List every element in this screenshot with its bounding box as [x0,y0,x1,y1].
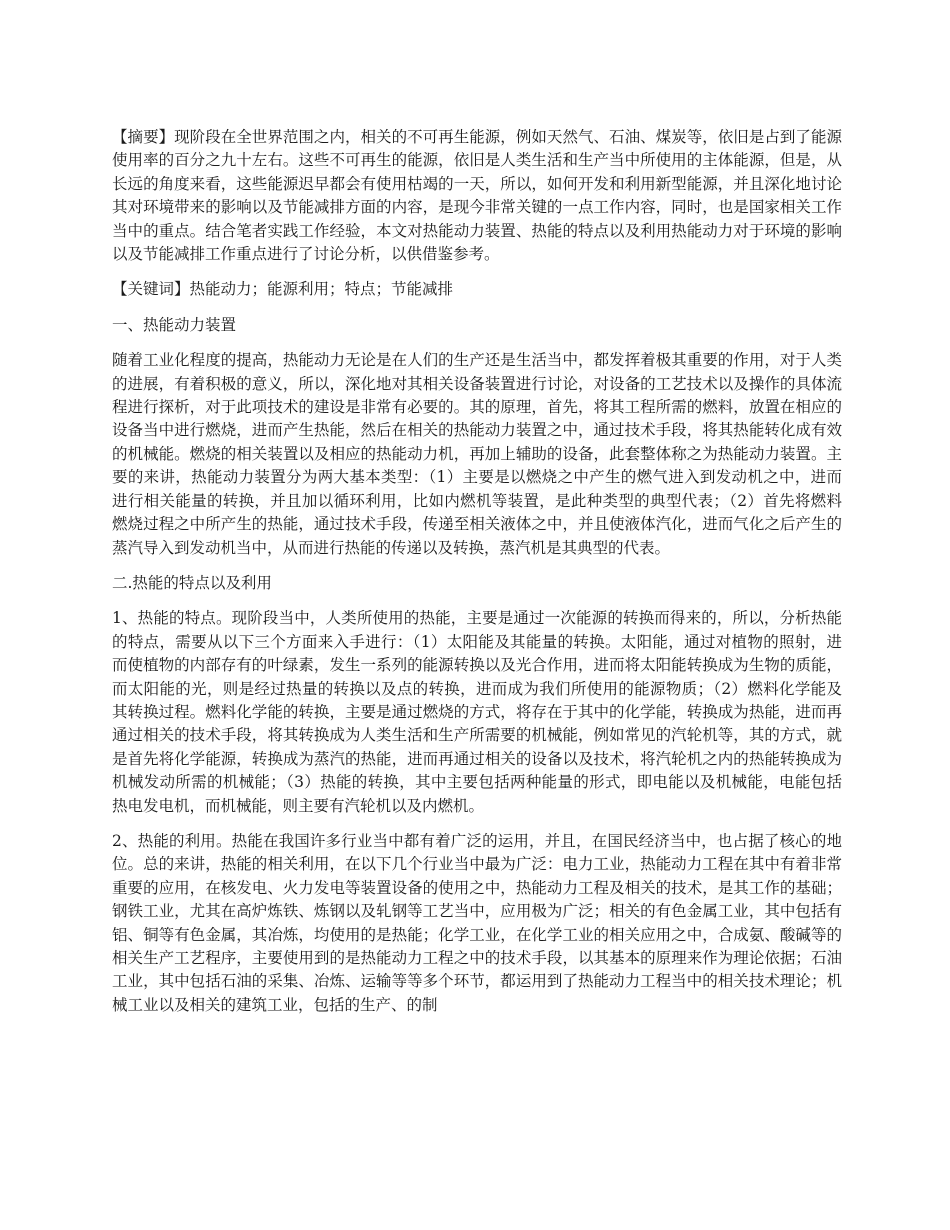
section-2-paragraph-1: 1、热能的特点。现阶段当中，人类所使用的热能，主要是通过一次能源的转换而得来的，所以，分析热能的特点，需要从以下三个方面来入手进行：（1）太阳能及其能量的转换。太阳能，通过对植物的照射，进而使植物的内部存有的叶绿素，发生一系列的能源转换以及光合作用，进而将太阳能转换成为生物的质能，而太阳能的光，则是经过热量的转换以及点的转换，进而成为我们所使用的能源物质；（2）燃料化学能及其转换过程。燃料化学能的转换，主要是通过燃烧的方式，将存在于其中的化学能，转换成为热能，进而再通过相关的技术手段，将其转换成为人类生活和生产所需要的机械能，例如常见的汽轮机等，其的方式，就是首先将化学能源，转换成为蒸汽的热能，进而再通过相关的设备以及技术，将汽轮机之内的热能转换成为机械发动所需的机械能；（3）热能的转换，其中主要包括两种能量的形式，即电能以及机械能，电能包括热电发电机，而机械能，则主要有汽轮机以及内燃机。 [112,609,842,815]
section-heading-2: 二.热能的特点以及利用 [112,573,272,592]
document-page [112,126,842,1029]
abstract-paragraph: 【摘要】现阶段在全世界范围之内，相关的不可再生能源，例如天然气、石油、煤炭等，依旧是占到了能源使用率的百分之九十左右。这些不可再生的能源，依旧是人类生活和生产当中所使用的主体能源，但是，从长远的角度来看，这些能源迟早都会有使用枯竭的一天，所以，如何开发和利用新型能源，并且深化地讨论其对环境带来的影响以及节能减排方面的内容，是现今非常关键的一点工作内容，同时，也是国家相关工作当中的重点。结合笔者实践工作经验，本文对热能动力装置、热能的特点以及利用热能动力对于环境的影响以及节能减排工作重点进行了讨论分析，以供借鉴参考。 [112,128,842,264]
section-2-paragraph-2: 2、热能的利用。热能在我国许多行业当中都有着广泛的运用，并且，在国民经济当中，也占据了核心的地位。总的来讲，热能的相关利用，在以下几个行业当中最为广泛：电力工业，热能动力工程在其中有着非常重要的应用，在核发电、火力发电等装置设备的使用之中，热能动力工程及相关的技术，是其工作的基础；钢铁工业，尤其在高炉炼铁、炼钢以及轧钢等工艺当中，应用极为广泛；相关的有色金属工业，其中包括有铝、铜等有色金属，其冶炼，均使用的是热能；化学工业，在化学工业的相关应用之中，合成氨、酸碱等的相关生产工艺程序，主要使用到的是热能动力工程之中的技术手段，以其基本的原理来作为理论依据；石油工业，其中包括石油的采集、冶炼、运输等等多个环节，都运用到了热能动力工程当中的相关技术理论；机械工业以及相关的建筑工业，包括的生产、的制 [112,831,842,1014]
section-heading-1: 一、热能动力装置 [112,315,237,334]
section-1-body: 随着工业化程度的提高，热能动力无论是在人们的生产还是生活当中，都发挥着极其重要的作用，对于人类的进展，有着积极的意义，所以，深化地对其相关设备装置进行讨论，对设备的工艺技术以及操作的具体流程进行探析，对于此项技术的建设是非常有必要的。其的原理，首先，将其工程所需的燃料，放置在相应的设备当中进行燃烧，进而产生热能，然后在相关的热能动力装置之中，通过技术手段，将其热能转化成有效的机械能。燃烧的相关装置以及相应的热能动力机，再加上辅助的设备，此套整体称之为热能动力装置。主要的来讲，热能动力装置分为两大基本类型：（1）主要是以燃烧之中产生的燃气进入到发动机之中，进而进行相关能量的转换，并且加以循环利用，比如内燃机等装置，是此种类型的典型代表；（2）首先将燃料燃烧过程之中所产生的热能，通过技术手段，传递至相关液体之中，并且使液体汽化，进而气化之后产生的蒸汽导入到发动机当中，从而进行热能的传递以及转换，蒸汽机是其典型的代表。 [112,351,842,557]
keywords-paragraph: 【关键词】热能动力；能源利用；特点；节能减排 [112,280,454,299]
